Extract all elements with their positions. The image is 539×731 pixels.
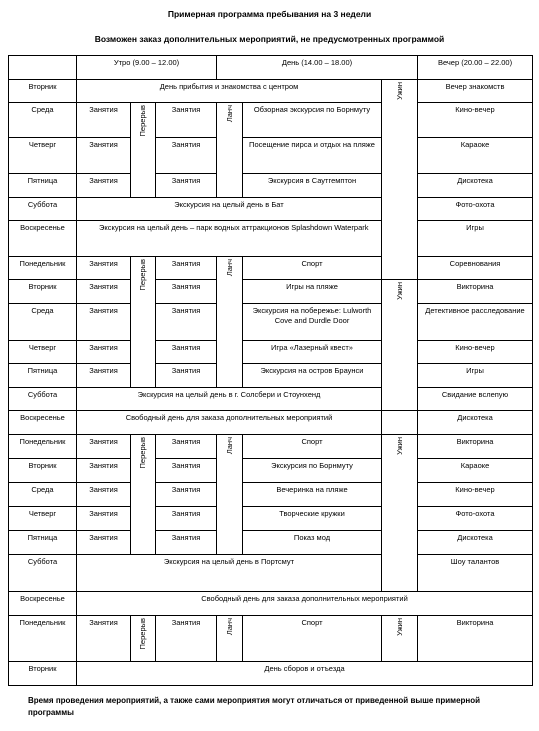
dinner-cell: Ужин	[382, 280, 418, 411]
classes-cell: Занятия	[156, 507, 217, 531]
table-row	[9, 388, 533, 411]
table-row	[9, 662, 533, 686]
table-row	[9, 555, 533, 592]
footnote: Время проведения мероприятий, а также сами мероприятия могут отличаться от приведенной выше примерной программы	[28, 696, 481, 717]
classes-cell: Занятия	[156, 280, 217, 304]
lunch-cell: Ланч	[217, 257, 243, 388]
activity-cell: Экскурсия на целый день в Портсмут	[77, 555, 382, 592]
classes-cell: Занятия	[156, 616, 217, 662]
evening-cell: Соревнования	[418, 257, 533, 280]
evening-cell: Фото-охота	[418, 507, 533, 531]
header-day: День (14.00 – 18.00)	[217, 56, 418, 80]
classes-cell: Занятия	[77, 138, 131, 174]
activity-cell: День сборов и отъезда	[77, 662, 533, 686]
table-row	[9, 483, 533, 507]
table-row	[9, 507, 533, 531]
activity-cell: Экскурсия на остров Браунси	[243, 364, 382, 388]
day-name: Воскресенье	[9, 411, 77, 435]
break-cell: Перерыв	[131, 257, 156, 388]
day-name: Среда	[9, 103, 77, 138]
day-name: Среда	[9, 483, 77, 507]
activity-cell: Спорт	[243, 616, 382, 662]
evening-cell: Кино-вечер	[418, 103, 533, 138]
activity-cell: Вечеринка на пляже	[243, 483, 382, 507]
day-name: Четверг	[9, 341, 77, 364]
evening-cell: Фото-охота	[418, 198, 533, 221]
evening-cell: Викторина	[418, 435, 533, 459]
table-row	[9, 138, 533, 174]
evening-cell: Игры	[418, 221, 533, 257]
evening-cell: Кино-вечер	[418, 341, 533, 364]
classes-cell: Занятия	[156, 174, 217, 198]
activity-cell: Спорт	[243, 257, 382, 280]
classes-cell: Занятия	[77, 280, 131, 304]
classes-cell: Занятия	[77, 174, 131, 198]
day-name: Воскресенье	[9, 592, 77, 616]
table-row	[9, 411, 533, 435]
table-row	[9, 280, 533, 304]
table-row	[9, 198, 533, 221]
table-row	[9, 459, 533, 483]
header-morning: Утро (9.00 – 12.00)	[77, 56, 217, 80]
table-row	[9, 221, 533, 257]
evening-cell: Караоке	[418, 459, 533, 483]
classes-cell: Занятия	[77, 257, 131, 280]
dinner-cell	[382, 411, 418, 435]
header-evening: Вечер (20.00 – 22.00)	[418, 56, 533, 80]
table-row	[9, 341, 533, 364]
day-name: Воскресенье	[9, 221, 77, 257]
header-row	[9, 56, 533, 80]
table-row	[9, 435, 533, 459]
day-name: Вторник	[9, 662, 77, 686]
classes-cell: Занятия	[77, 364, 131, 388]
activity-cell: Экскурсия в Саутгемптон	[243, 174, 382, 198]
evening-cell: Игры	[418, 364, 533, 388]
evening-cell: Дискотека	[418, 531, 533, 555]
classes-cell: Занятия	[77, 531, 131, 555]
day-name: Среда	[9, 304, 77, 341]
activity-cell: Показ мод	[243, 531, 382, 555]
day-name: Суббота	[9, 388, 77, 411]
activity-cell: Обзорная экскурсия по Борнмуту	[243, 103, 382, 138]
lunch-cell: Ланч	[217, 616, 243, 662]
classes-cell: Занятия	[77, 507, 131, 531]
activity-cell: Свободный день для заказа дополнительных мероприятий	[77, 592, 533, 616]
day-name: Вторник	[9, 280, 77, 304]
classes-cell: Занятия	[77, 435, 131, 459]
break-cell: Перерыв	[131, 435, 156, 555]
activity-cell: Экскурсия на целый день в Бат	[77, 198, 382, 221]
activity-cell: Творческие кружки	[243, 507, 382, 531]
evening-cell: Шоу талантов	[418, 555, 533, 592]
evening-cell: Кино-вечер	[418, 483, 533, 507]
classes-cell: Занятия	[77, 304, 131, 341]
day-name: Понедельник	[9, 435, 77, 459]
document-subtitle: Возможен заказ дополнительных мероприятий, не предусмотренных программой	[94, 34, 445, 44]
table-row	[9, 103, 533, 138]
classes-cell: Занятия	[156, 483, 217, 507]
classes-cell: Занятия	[156, 257, 217, 280]
table-row	[9, 531, 533, 555]
classes-cell: Занятия	[77, 616, 131, 662]
table-row	[9, 257, 533, 280]
lunch-cell: Ланч	[217, 435, 243, 555]
classes-cell: Занятия	[156, 364, 217, 388]
evening-cell: Свидание вслепую	[418, 388, 533, 411]
table-row	[9, 174, 533, 198]
activity-cell: День прибытия и знакомства с центром	[77, 80, 382, 103]
classes-cell: Занятия	[156, 459, 217, 483]
activity-cell: Посещение пирса и отдых на пляже	[243, 138, 382, 174]
day-name: Четверг	[9, 507, 77, 531]
classes-cell: Занятия	[77, 459, 131, 483]
table-row	[9, 592, 533, 616]
table-row	[9, 364, 533, 388]
classes-cell: Занятия	[156, 341, 217, 364]
activity-cell: Свободный день для заказа дополнительных мероприятий	[77, 411, 382, 435]
activity-cell: Экскурсия по Борнмуту	[243, 459, 382, 483]
day-name: Пятница	[9, 174, 77, 198]
evening-cell: Вечер знакомств	[418, 80, 533, 103]
day-name: Суббота	[9, 198, 77, 221]
day-name: Понедельник	[9, 257, 77, 280]
evening-cell: Дискотека	[418, 411, 533, 435]
classes-cell: Занятия	[77, 103, 131, 138]
table-row	[9, 304, 533, 341]
evening-cell: Караоке	[418, 138, 533, 174]
evening-cell: Детективное расследование	[418, 304, 533, 341]
lunch-cell: Ланч	[217, 103, 243, 198]
dinner-cell: Ужин	[382, 80, 418, 280]
day-name: Вторник	[9, 80, 77, 103]
break-cell: Перерыв	[131, 103, 156, 198]
table-row	[9, 80, 533, 103]
classes-cell: Занятия	[156, 304, 217, 341]
classes-cell: Занятия	[77, 483, 131, 507]
day-name: Пятница	[9, 364, 77, 388]
classes-cell: Занятия	[156, 138, 217, 174]
activity-cell: Экскурсия на целый день в г. Солсбери и Стоунхенд	[77, 388, 382, 411]
evening-cell: Дискотека	[418, 174, 533, 198]
break-cell: Перерыв	[131, 616, 156, 662]
classes-cell: Занятия	[156, 103, 217, 138]
day-name: Понедельник	[9, 616, 77, 662]
day-name: Пятница	[9, 531, 77, 555]
activity-cell: Экскурсия на побережье: Lulworth Cove and Durdle Door	[243, 304, 382, 341]
schedule-table	[8, 55, 533, 686]
day-name: Вторник	[9, 459, 77, 483]
classes-cell: Занятия	[77, 341, 131, 364]
activity-cell: Игра «Лазерный квест»	[243, 341, 382, 364]
table-row	[9, 616, 533, 662]
evening-cell: Викторина	[418, 280, 533, 304]
dinner-cell: Ужин	[382, 616, 418, 662]
dinner-cell: Ужин	[382, 435, 418, 592]
classes-cell: Занятия	[156, 435, 217, 459]
evening-cell: Викторина	[418, 616, 533, 662]
classes-cell: Занятия	[156, 531, 217, 555]
activity-cell: Спорт	[243, 435, 382, 459]
document-title: Примерная программа пребывания на 3 недели	[167, 9, 372, 19]
day-name: Четверг	[9, 138, 77, 174]
activity-cell: Игры на пляже	[243, 280, 382, 304]
activity-cell: Экскурсия на целый день – парк водных аттракционов Splashdown Waterpark	[77, 221, 382, 257]
header-day-cell	[9, 56, 77, 80]
day-name: Суббота	[9, 555, 77, 592]
